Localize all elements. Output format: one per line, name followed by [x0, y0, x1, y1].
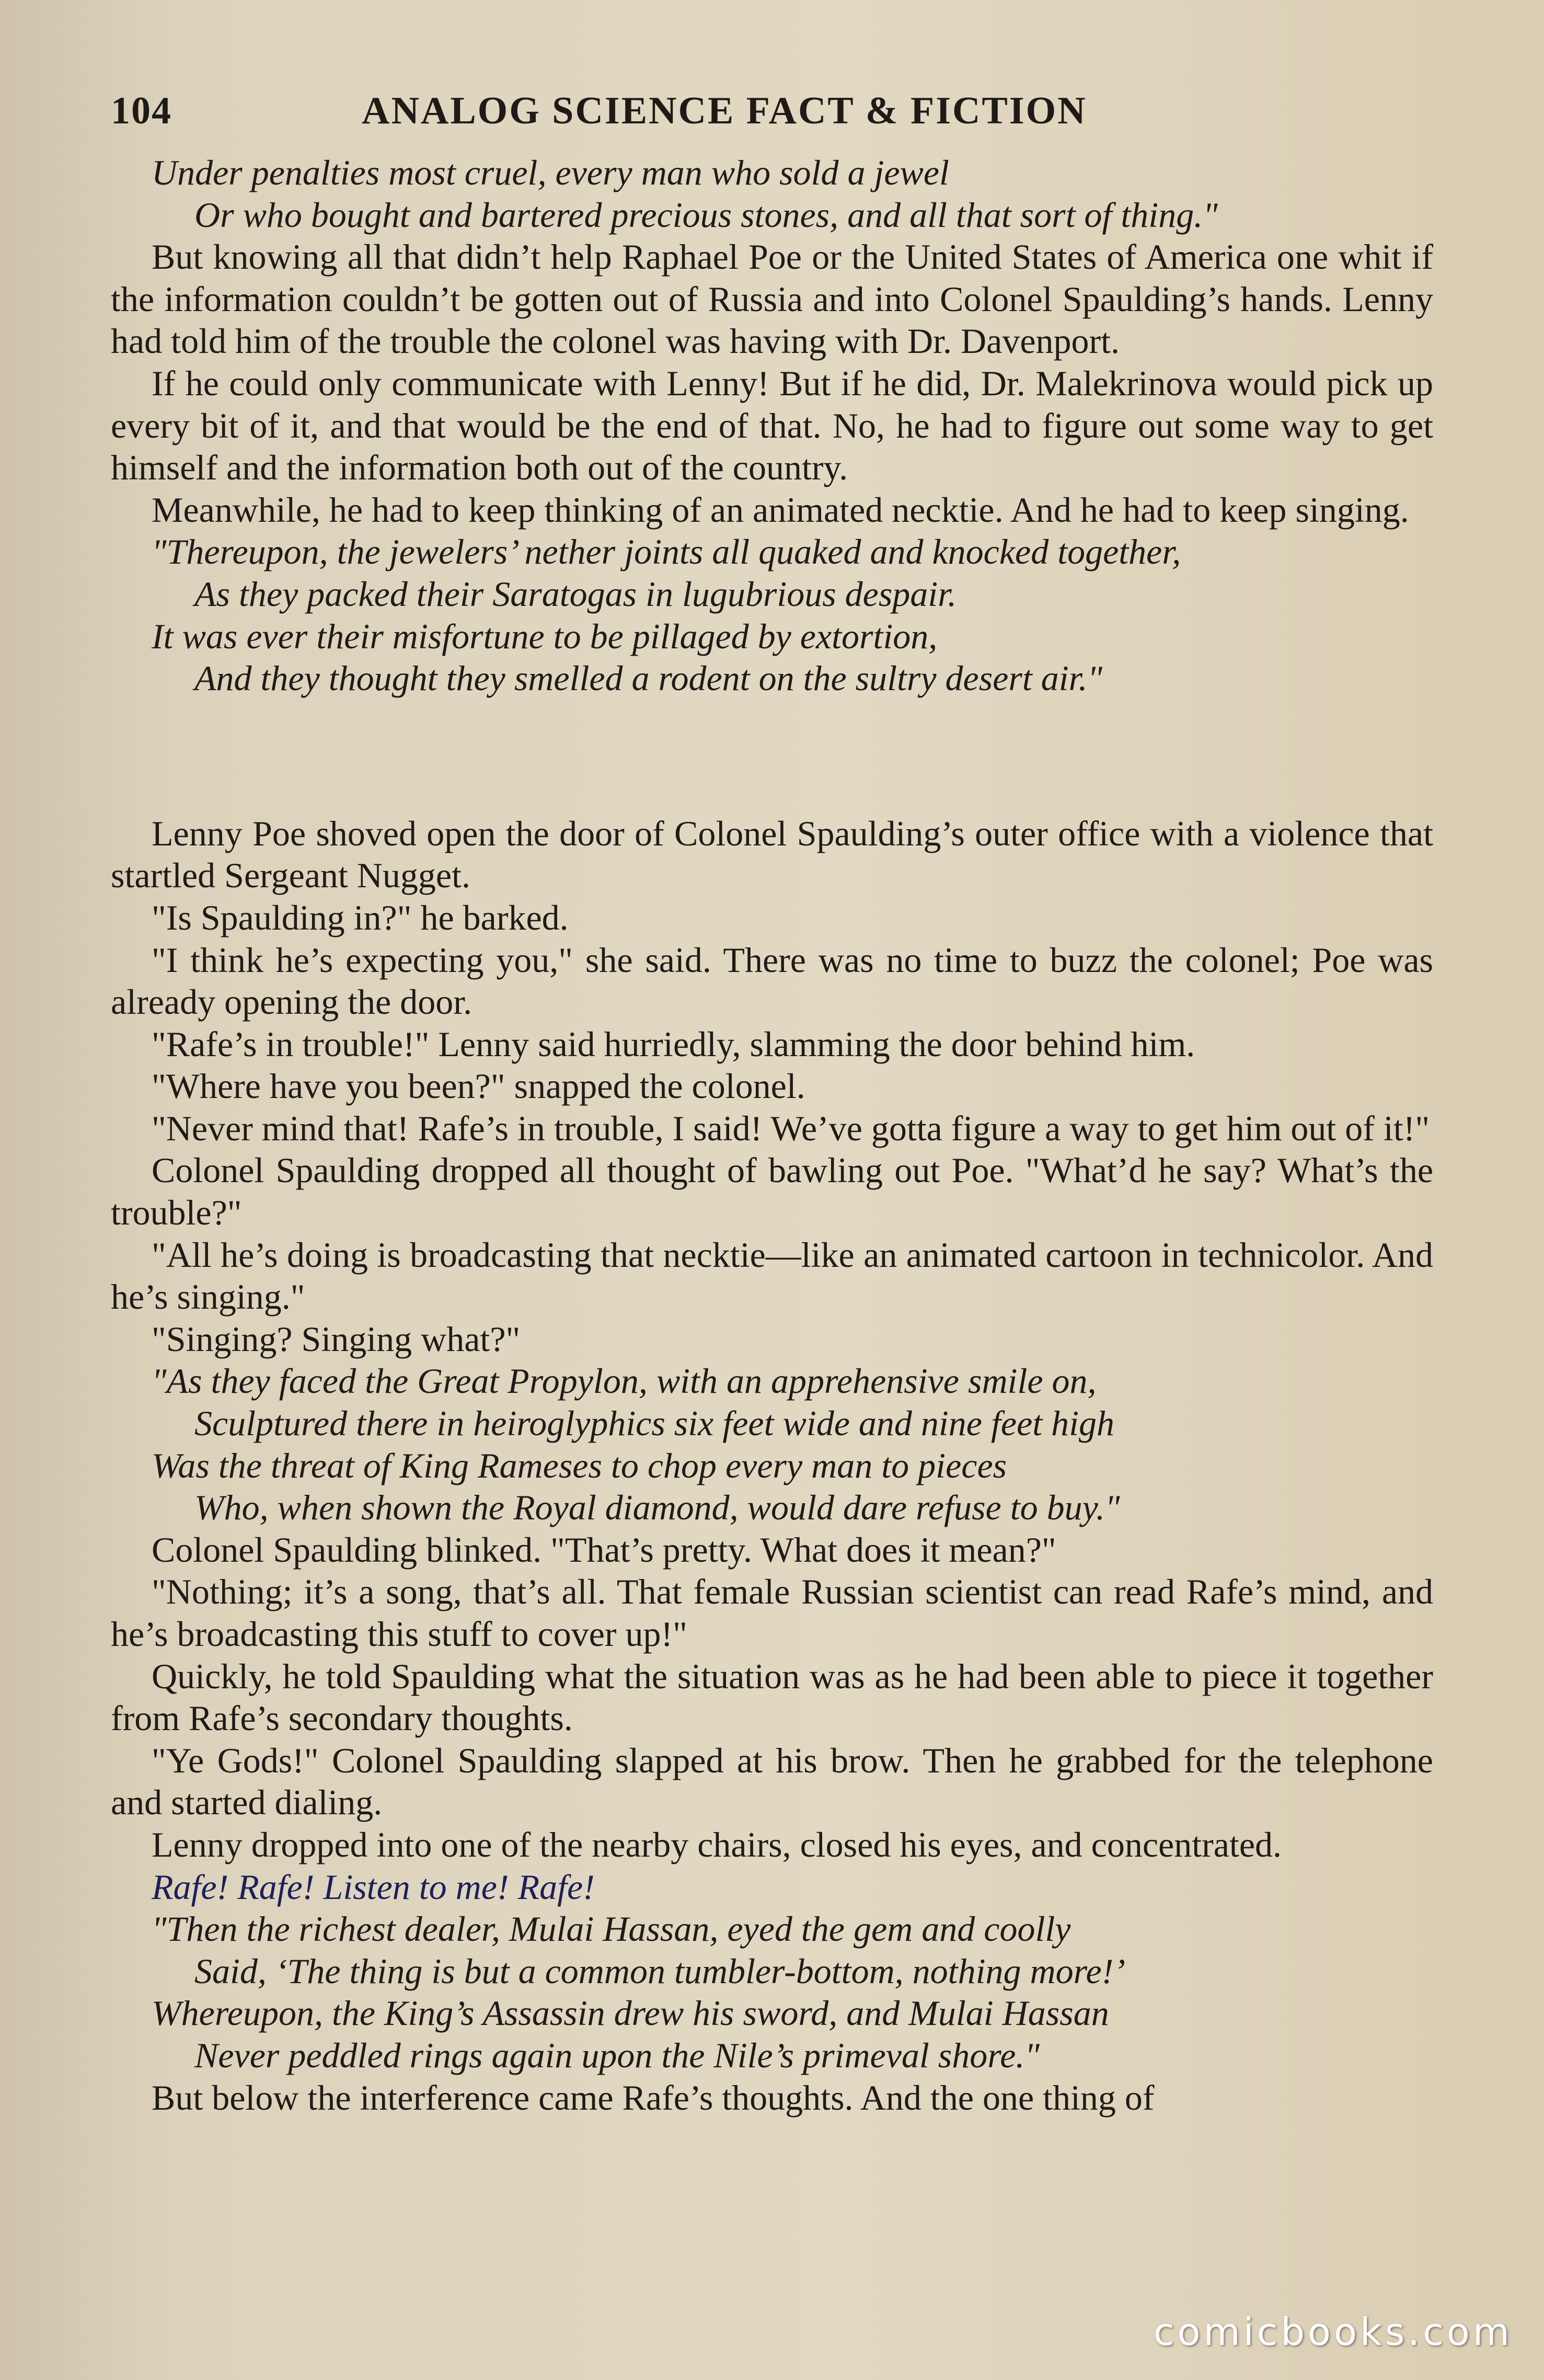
- verse-line: Whereupon, the King’s Assassin drew his sword, and Mulai Hassan: [152, 1993, 1109, 2033]
- paragraph: Colonel Spaulding blinked. "That’s pretty. What does it mean?": [152, 1529, 1056, 1570]
- paragraph: Colonel Spaulding dropped all thought of bawling out Poe. "What’d he say? What’s the trouble?": [111, 1150, 1433, 1233]
- verse-line: Under penalties most cruel, every man who sold a jewel: [152, 153, 949, 192]
- running-head: ANALOG SCIENCE FACT & FICTION: [362, 89, 1087, 132]
- verse-line-indented: Who, when shown the Royal diamond, would dare refuse to buy.": [194, 1487, 1120, 1528]
- verse-line: It was ever their misfortune to be pillaged by extortion,: [152, 616, 938, 656]
- verse-line: Was the threat of King Rameses to chop every man to pieces: [152, 1445, 1007, 1485]
- verse-line-indented: Said, ‘The thing is but a common tumbler-bottom, nothing more!’: [194, 1951, 1125, 1991]
- paragraph: But knowing all that didn’t help Raphael Poe or the United States of America one whit if the information couldn’t be gotten out of Russia and into Colonel Spaulding’s hands. Lenny had told him of the trouble the colonel was having with Dr. Davenport.: [111, 237, 1433, 361]
- verse-line-indented: As they packed their Saratogas in lugubrious despair.: [194, 574, 957, 614]
- verse-line-indented: And they thought they smelled a rodent on the sultry desert air.": [194, 658, 1103, 699]
- section-break: [111, 735, 1433, 777]
- paragraph: "Is Spaulding in?" he barked.: [152, 897, 569, 937]
- paragraph: Lenny Poe shoved open the door of Colonel Spaulding’s outer office with a violence that startled Sergeant Nugget.: [111, 813, 1433, 896]
- watermark: comicbooks.com: [1153, 2310, 1513, 2354]
- page-number: 104: [111, 89, 172, 132]
- page-header: [111, 78, 1428, 141]
- paragraph: "Nothing; it’s a song, that’s all. That female Russian scientist can read Rafe’s mind, and he’s broadcasting this stuff to cover up!": [111, 1572, 1433, 1654]
- verse-line: "Then the richest dealer, Mulai Hassan, eyed the gem and coolly: [152, 1909, 1071, 1949]
- paragraph: "Never mind that! Rafe’s in trouble, I said! We’ve gotta figure a way to get him out of it!": [152, 1108, 1430, 1148]
- paragraph: But below the interference came Rafe’s thoughts. And the one thing of: [152, 2077, 1155, 2118]
- paragraph: If he could only communicate with Lenny! But if he did, Dr. Malekrinova would pick up every bit of it, and that would be the end of that. No, he had to figure out some way to get himself and the information both out of the country.: [111, 363, 1433, 488]
- paragraph: Quickly, he told Spaulding what the situation was as he had been able to piece it together from Rafe’s secondary thoughts.: [111, 1656, 1433, 1738]
- verse-line-indented: Or who bought and bartered precious stones, and all that sort of thing.": [194, 194, 1218, 235]
- verse-line-indented: Sculptured there in heiroglyphics six feet wide and nine feet high: [194, 1403, 1115, 1444]
- verse-line: "As they faced the Great Propylon, with an apprehensive smile on,: [152, 1361, 1097, 1401]
- verse-line-indented: Never peddled rings again upon the Nile’s primeval shore.": [194, 2035, 1040, 2075]
- paragraph: "Ye Gods!" Colonel Spaulding slapped at his brow. Then he grabbed for the telephone and started dialing.: [111, 1740, 1433, 1823]
- paragraph: "Singing? Singing what?": [152, 1319, 521, 1359]
- paragraph: "Where have you been?" snapped the colonel.: [152, 1066, 805, 1106]
- paragraph: "All he’s doing is broadcasting that necktie—like an animated cartoon in technicolor. And he’s singing.": [111, 1234, 1433, 1317]
- verse-line: "Thereupon, the jewelers’ nether joints all quaked and knocked together,: [152, 532, 1181, 572]
- paragraph: "Rafe’s in trouble!" Lenny said hurriedly, slamming the door behind him.: [152, 1024, 1195, 1064]
- paragraph: "I think he’s expecting you," she said. There was no time to buzz the colonel; Poe was already opening the door.: [111, 940, 1433, 1022]
- story-text: [111, 152, 1433, 2119]
- paragraph: Meanwhile, he had to keep thinking of an animated necktie. And he had to keep singing.: [152, 489, 1409, 530]
- paragraph: Lenny dropped into one of the nearby chairs, closed his eyes, and concentrated.: [152, 1824, 1282, 1864]
- telepathic-call: Rafe! Rafe! Listen to me! Rafe!: [152, 1867, 595, 1907]
